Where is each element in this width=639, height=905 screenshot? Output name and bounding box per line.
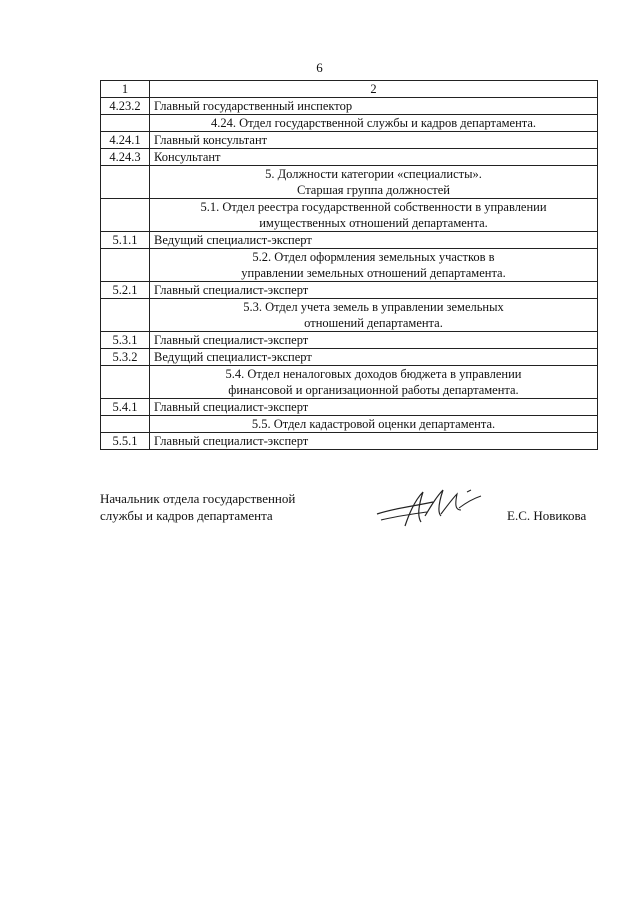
position-title: Ведущий специалист-эксперт — [150, 349, 598, 366]
position-row — [101, 282, 598, 299]
section-heading-line: отношений департамента. — [304, 316, 443, 330]
section-heading-line: финансовой и организационной работы департамента. — [228, 383, 519, 397]
position-number: 5.1.1 — [101, 232, 150, 249]
signatory-title-line: Начальник отдела государственной — [100, 491, 296, 506]
position-row — [101, 399, 598, 416]
section-row — [101, 166, 598, 199]
section-heading-line: Старшая группа должностей — [297, 183, 450, 197]
page-number: 6 — [316, 60, 323, 75]
section-row — [101, 366, 598, 399]
section-number-cell — [101, 199, 150, 232]
position-title: Главный специалист-эксперт — [150, 282, 598, 299]
position-title: Главный специалист-эксперт — [150, 399, 598, 416]
position-title: Главный государственный инспектор — [150, 98, 598, 115]
position-title: Консультант — [150, 149, 598, 166]
position-row — [101, 332, 598, 349]
section-heading — [150, 199, 598, 232]
section-row — [101, 115, 598, 132]
position-number: 4.24.3 — [101, 149, 150, 166]
section-heading — [150, 115, 598, 132]
section-heading-line: 5.1. Отдел реестра государственной собственности в управлении — [200, 200, 547, 214]
section-heading-line: 5.5. Отдел кадастровой оценки департамента. — [251, 417, 496, 431]
position-number: 4.24.1 — [101, 132, 150, 149]
section-number-cell — [101, 366, 150, 399]
section-row — [101, 416, 598, 433]
section-heading — [150, 416, 598, 433]
positions-table — [100, 80, 598, 450]
position-number: 5.4.1 — [101, 399, 150, 416]
section-heading — [150, 299, 598, 332]
position-title: Главный специалист-эксперт — [150, 332, 598, 349]
section-number-cell — [101, 115, 150, 132]
position-row — [101, 149, 598, 166]
position-row — [101, 349, 598, 366]
section-number-cell — [101, 299, 150, 332]
section-heading-line: 4.24. Отдел государственной службы и кадров департамента. — [210, 116, 537, 130]
position-row — [101, 132, 598, 149]
position-number: 5.3.2 — [101, 349, 150, 366]
section-heading — [150, 366, 598, 399]
signatory-name: Е.С. Новикова — [507, 508, 587, 523]
position-number: 5.2.1 — [101, 282, 150, 299]
signatory-title-line: службы и кадров департамента — [100, 508, 273, 523]
position-row — [101, 232, 598, 249]
table-header-row — [101, 81, 598, 98]
section-heading — [150, 249, 598, 282]
section-number-cell — [101, 249, 150, 282]
section-row — [101, 249, 598, 282]
signatory-title — [100, 490, 295, 524]
position-number: 4.23.2 — [101, 98, 150, 115]
handwritten-signature — [375, 486, 485, 530]
column-header: 2 — [150, 81, 598, 98]
section-heading-line: 5.4. Отдел неналоговых доходов бюджета в управлении — [225, 367, 522, 381]
section-heading-line: 5. Должности категории «специалисты». — [265, 167, 482, 181]
positions-table-body — [101, 81, 598, 450]
section-row — [101, 199, 598, 232]
position-number: 5.3.1 — [101, 332, 150, 349]
position-row — [101, 98, 598, 115]
section-number-cell — [101, 166, 150, 199]
section-heading-line: 5.2. Отдел оформления земельных участков в — [252, 250, 495, 264]
section-heading — [150, 166, 598, 199]
section-number-cell — [101, 416, 150, 433]
section-row — [101, 299, 598, 332]
position-row — [101, 433, 598, 450]
section-heading-line: 5.3. Отдел учета земель в управлении земельных — [243, 300, 504, 314]
section-heading-line: управлении земельных отношений департамента. — [241, 266, 506, 280]
position-number: 5.5.1 — [101, 433, 150, 450]
position-title: Главный консультант — [150, 132, 598, 149]
position-title: Главный специалист-эксперт — [150, 433, 598, 450]
position-title: Ведущий специалист-эксперт — [150, 232, 598, 249]
section-heading-line: имущественных отношений департамента. — [259, 216, 488, 230]
column-header: 1 — [101, 81, 150, 98]
